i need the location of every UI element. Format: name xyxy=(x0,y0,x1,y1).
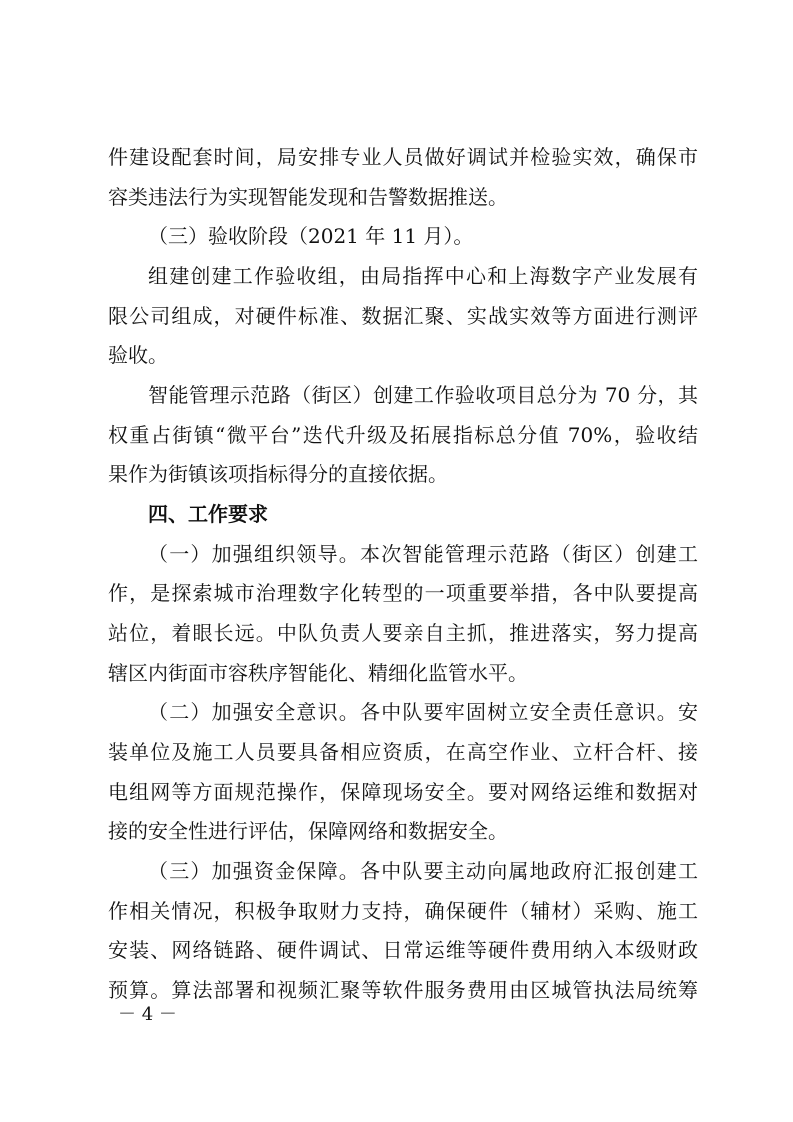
body-text-line: 容类违法行为实现智能发现和告警数据推送。 xyxy=(108,185,508,209)
body-text-line: 辖区内街面市容秩序智能化、精细化监管水平。 xyxy=(108,661,528,685)
section-heading: 四、工作要求 xyxy=(148,502,268,526)
page-number: － 4 － xyxy=(118,1004,177,1025)
body-text-line: 作，是探索城市治理数字化转型的一项重要举措，各中队要提高 xyxy=(108,581,698,605)
body-text-line: 果作为街镇该项指标得分的直接依据。 xyxy=(108,462,448,486)
body-text-line: 件建设配套时间，局安排专业人员做好调试并检验实效，确保市 xyxy=(108,145,698,169)
body-text-line: 接的安全性进行评估，保障网络和数据安全。 xyxy=(108,819,508,843)
body-text-line: 限公司组成，对硬件标准、数据汇聚、实战实效等方面进行测评 xyxy=(108,304,698,328)
body-text-line: 组建创建工作验收组，由局指挥中心和上海数字产业发展有 xyxy=(148,264,698,288)
body-text-line: 作相关情况，积极争取财力支持，确保硬件（辅材）采购、施工 xyxy=(108,899,698,923)
body-text-line: 智能管理示范路（街区）创建工作验收项目总分为 70 分，其 xyxy=(148,383,698,407)
body-text-line: 预算。算法部署和视频汇聚等软件服务费用由区城管执法局统筹 xyxy=(108,978,698,1002)
body-text-line: 安装、网络链路、硬件调试、日常运维等硬件费用纳入本级财政 xyxy=(108,938,698,962)
body-text-line: （三）加强资金保障。各中队要主动向属地政府汇报创建工 xyxy=(148,859,698,883)
section-subheading: （三）验收阶段（2021 年 11 月）。 xyxy=(148,224,474,248)
body-text-line: 站位，着眼长远。中队负责人要亲自主抓，推进落实，努力提高 xyxy=(108,621,698,645)
body-text-line: 验收。 xyxy=(108,343,168,367)
body-text-line: 电组网等方面规范操作，保障现场安全。要对网络运维和数据对 xyxy=(108,780,698,804)
body-text-line: 权重占街镇“微平台”迭代升级及拓展指标总分值 70%，验收结 xyxy=(108,423,698,447)
body-text-line: （二）加强安全意识。各中队要牢固树立安全责任意识。安 xyxy=(148,700,698,724)
body-text-line: 装单位及施工人员要具备相应资质，在高空作业、立杆合杆、接 xyxy=(108,740,698,764)
body-text-line: （一）加强组织领导。本次智能管理示范路（街区）创建工 xyxy=(148,542,698,566)
